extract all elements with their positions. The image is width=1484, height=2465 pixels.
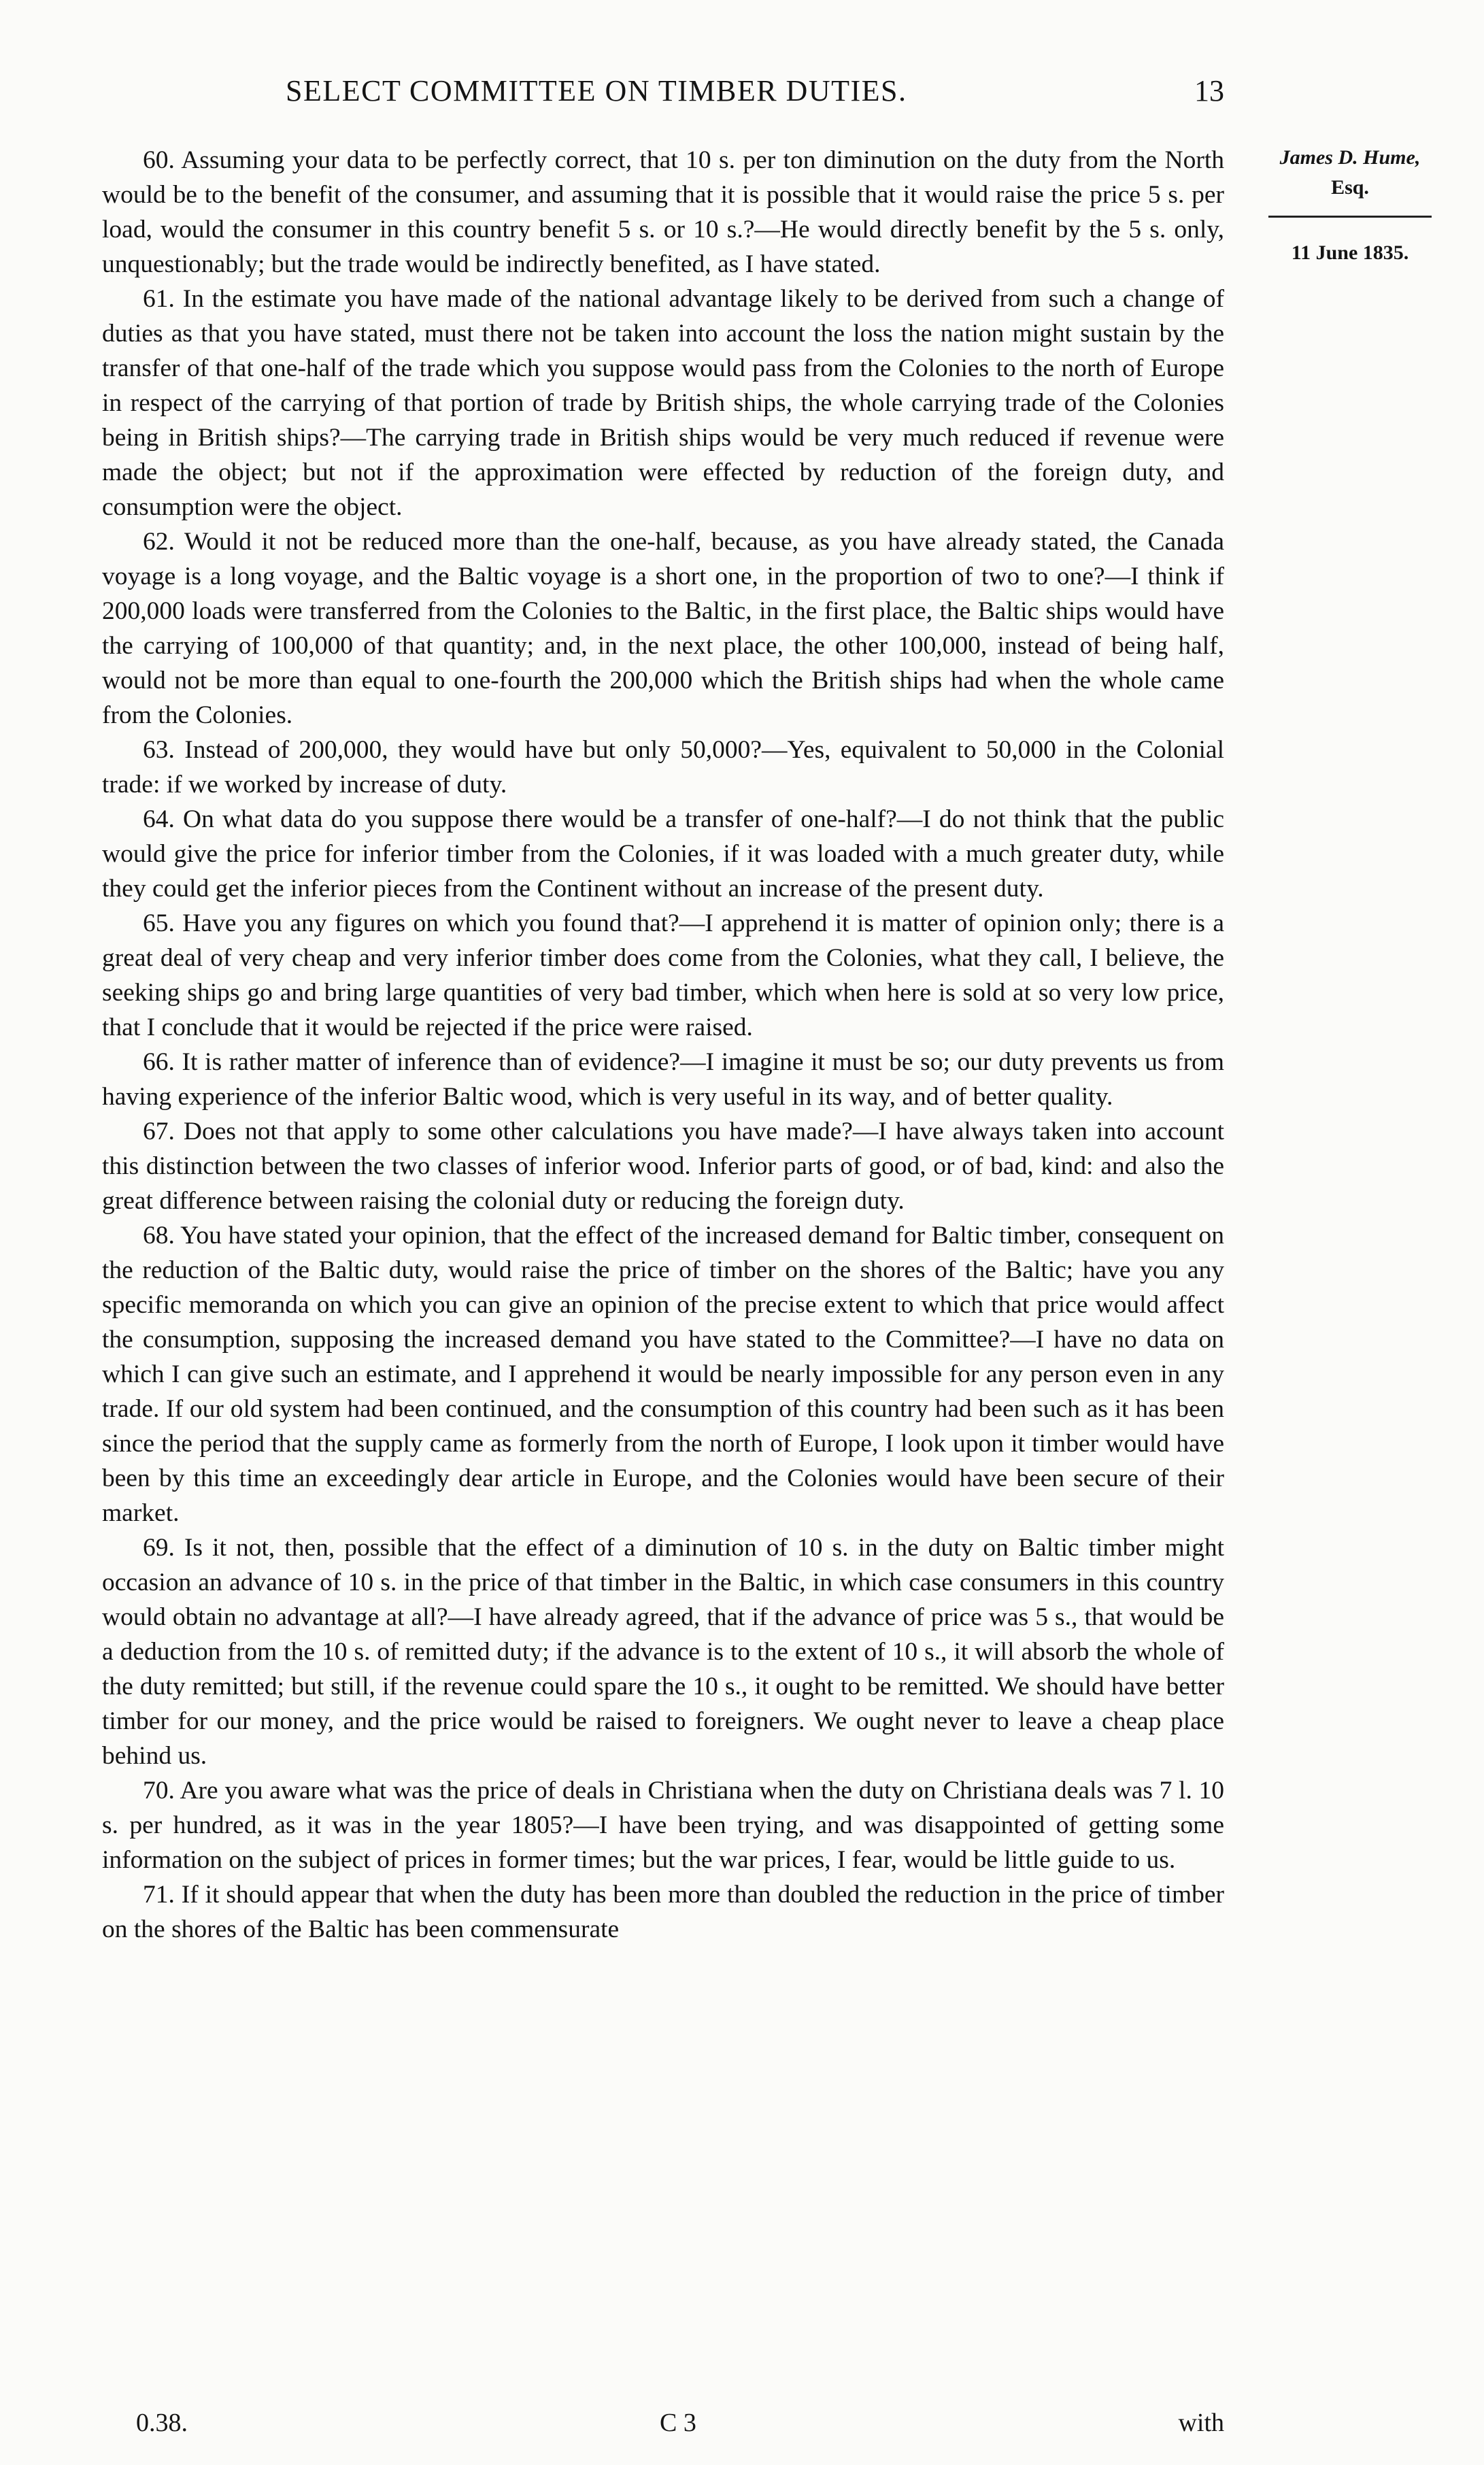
evidence-paragraph <box>102 1114 1224 1218</box>
running-title: SELECT COMMITTEE ON TIMBER DUTIES. <box>286 74 907 107</box>
question-number: 65. <box>143 909 175 937</box>
question-number: 62. <box>143 528 175 556</box>
question-number: 69. <box>143 1534 175 1562</box>
evidence-paragraph <box>102 1773 1224 1877</box>
question-answer-text: In the estimate you have made of the national advantage likely to be derived from such a change of duties as that you have stated, must there not be taken into account the loss the nation might sustain by the transfer of that one-half of the trade which you suppose would pass from the Colonies to the north of Europe in respect of the carrying of that portion of trade by British ships, the whole carrying trade of the Colonies being in British ships?—The carrying trade in British ships would be very much reduced if revenue were made the object; but not if the approximation were effected by reduction of the foreign duty, and consumption were the object. <box>102 285 1224 521</box>
evidence-paragraph <box>102 524 1224 733</box>
evidence-paragraph <box>102 802 1224 906</box>
question-number: 60. <box>143 146 175 174</box>
question-number: 64. <box>143 805 175 833</box>
page-header <box>102 73 1224 114</box>
margin-rule <box>1268 216 1432 218</box>
evidence-paragraph <box>102 1530 1224 1773</box>
question-number: 68. <box>143 1222 175 1250</box>
question-number: 71. <box>143 1881 175 1909</box>
witness-name: James D. Hume, <box>1279 146 1421 169</box>
question-answer-text: On what data do you suppose there would be a transfer of one-half?—I do not think that the public would give the price for inferior timber from the Colonies, if it was loaded with a much greater duty, while they could get the inferior pieces from the Continent without an increase of the present duty. <box>102 805 1225 903</box>
question-answer-text: Is it not, then, possible that the effect of a diminution of 10 s. in the duty on Baltic timber might occasion an advance of 10 s. in the price of that timber in the Baltic, in which case consumers in this country would obtain no advantage at all?—I have already agreed, that if the advance of price was 5 s., that would be a deduction from the 10 s. of remitted duty; if the advance is to the extent of 10 s., it will absorb the whole of the duty remitted; but still, if the revenue could spare the 10 s., it ought to be remitted. We should have better timber for our money, and the price would be raised to foreigners. We ought never to leave a cheap place behind us. <box>102 1534 1225 1770</box>
question-answer-text: Does not that apply to some other calculations you have made?—I have always taken into account this distinction between the two classes of inferior wood. Inferior parts of good, or of bad, kind: and also the great difference between raising the colonial duty or reducing the foreign duty. <box>102 1118 1225 1215</box>
evidence-paragraph <box>102 1877 1224 1947</box>
question-answer-text: Instead of 200,000, they would have but only 50,000?—Yes, equivalent to 50,000 in the Colonial trade: if we worked by increase of duty. <box>102 736 1224 799</box>
evidence-paragraph <box>102 1218 1224 1530</box>
question-answer-text: You have stated your opinion, that the effect of the increased demand for Baltic timber, consequent on the reduction of the Baltic duty, would raise the price of timber on the shores of the Baltic; have you any specific memoranda on which you can give an opinion of the precise extent to which that price would affect the consumption, supposing the increased demand you have stated to the Committee?—I have no data on which I can give such an estimate, and I apprehend it would be nearly impossible for any person even in any trade. If our old system had been continued, and the consumption of this country had been such as it has been since the period that the supply came as formerly from the north of Europe, I look upon it timber would have been by this time an exceedingly dear article in Europe, and the Colonies would have been secure of their market. <box>102 1222 1225 1527</box>
evidence-text <box>102 143 1224 1947</box>
evidence-paragraph <box>102 143 1224 282</box>
document-number: 0.38. <box>136 2409 188 2437</box>
question-answer-text: Assuming your data to be perfectly correct, that 10 s. per ton diminution on the duty from the North would be to the benefit of the consumer, and assuming that it is possible that it would raise the price 5 s. per load, would the consumer in this country benefit 5 s. or 10 s.?—He would directly benefit by the 5 s. only, unquestionably; but the trade would be indirectly benefited, as I have stated. <box>102 146 1224 278</box>
question-answer-text: It is rather matter of inference than of evidence?—I imagine it must be so; our duty prevents us from having experience of the inferior Baltic wood, which is very useful in its way, and of better quality. <box>102 1048 1224 1111</box>
question-number: 63. <box>143 736 175 764</box>
evidence-paragraph <box>102 282 1224 524</box>
evidence-paragraph <box>102 1045 1224 1114</box>
question-answer-text: If it should appear that when the duty has been more than doubled the reduction in the price of timber on the shores of the Baltic has been commensurate <box>102 1881 1224 1943</box>
evidence-date: 11 June 1835. <box>1291 241 1409 264</box>
question-answer-text: Are you aware what was the price of deals in Christiana when the duty on Christiana deals was 7 l. 10 s. per hundred, as it was in the year 1805?—I have been trying, and was disappointed of getting some information on the subject of prices in former times; but the war prices, I fear, would be little guide to us. <box>102 1777 1224 1874</box>
question-answer-text: Have you any figures on which you found that?—I apprehend it is matter of opinion only; there is a great deal of very cheap and very inferior timber does come from the Colonies, what they call, I believe, the seeking ships go and bring large quantities of very bad timber, which when here is sold at so very low price, that I conclude that it would be rejected if the price were raised. <box>102 909 1224 1041</box>
page-number: 13 <box>1194 74 1224 107</box>
question-number: 67. <box>143 1118 175 1145</box>
evidence-paragraph <box>102 733 1224 802</box>
evidence-paragraph <box>102 906 1224 1045</box>
question-number: 66. <box>143 1048 175 1076</box>
question-answer-text: Would it not be reduced more than the one-half, because, as you have already stated, the Canada voyage is a long voyage, and the Baltic voyage is a short one, in the proportion of two to one?—I think if 200,000 loads were transferred from the Colonies to the Baltic, in the first place, the Baltic ships would have the carrying of 100,000 of that quantity; and, in the next place, the other 100,000, instead of being half, would not be more than equal to one-fourth the 200,000 which the British ships had when the whole came from the Colonies. <box>102 528 1224 729</box>
signature-mark: C 3 <box>660 2409 696 2437</box>
catchword: with <box>1178 2409 1224 2437</box>
margin-note <box>1238 143 1462 268</box>
question-number: 70. <box>143 1777 175 1805</box>
witness-suffix: Esq. <box>1331 175 1369 199</box>
page-footer <box>102 2408 1224 2442</box>
question-number: 61. <box>143 285 175 313</box>
